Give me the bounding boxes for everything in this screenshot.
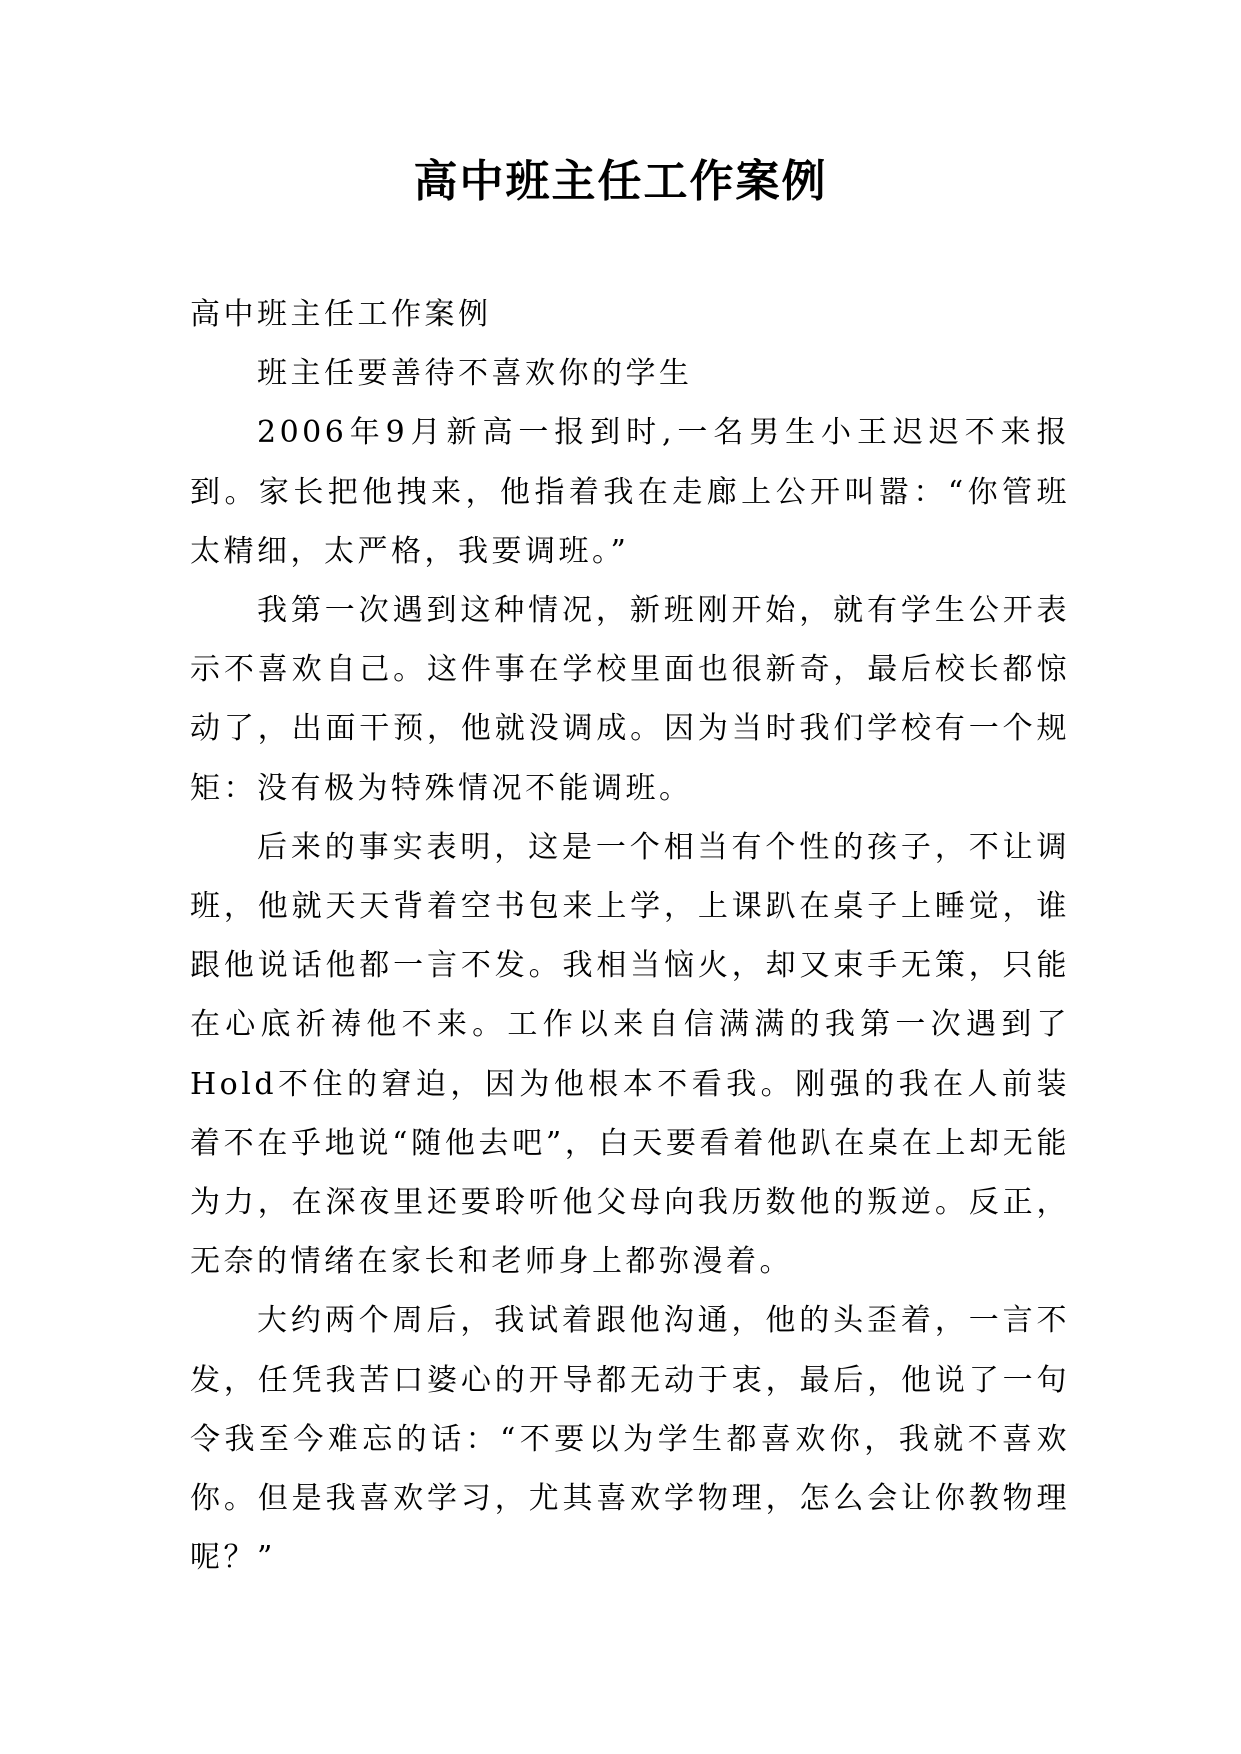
document-body: [190, 285, 1070, 1587]
paragraph: 2006年9月新高一报到时,一名男生小王迟迟不来报到。家长把他拽来，他指着我在走廊上公开叫嚣：“你管班太精细，太严格，我要调班。”: [190, 415, 1070, 569]
paragraph: 我第一次遇到这种情况，新班刚开始，就有学生公开表示不喜欢自己。这件事在学校里面也很新奇，最后校长都惊动了，出面干预，他就没调成。因为当时我们学校有一个规矩：没有极为特殊情况不能调班。: [190, 593, 1070, 806]
document-title: 高中班主任工作案例: [413, 156, 828, 207]
paragraph: 大约两个周后，我试着跟他沟通，他的头歪着，一言不发，任凭我苦口婆心的开导都无动于衷，最后，他说了一句令我至今难忘的话：“不要以为学生都喜欢你，我就不喜欢你。但是我喜欢学习，尤其喜欢学物理，怎么会让你教物理呢？”: [190, 1303, 1070, 1576]
paragraph-subtitle: 班主任要善待不喜欢你的学生: [257, 356, 693, 392]
paragraph-heading: 高中班主任工作案例: [190, 297, 492, 332]
paragraph: 后来的事实表明，这是一个相当有个性的孩子，不让调班，他就天天背着空书包来上学，上课趴在桌子上睡觉，谁跟他说话他都一言不发。我相当恼火，却又束手无策，只能在心底祈祷他不来。工作以来自信满满的我第一次遇到了Hold不住的窘迫，因为他根本不看我。刚强的我在人前装着不在乎地说“随他去吧”，白天要看着他趴在桌在上却无能为力，在深夜里还要聆听他父母向我历数他的叛逆。反正，无奈的情绪在家长和老师身上都弥漫着。: [190, 829, 1070, 1280]
